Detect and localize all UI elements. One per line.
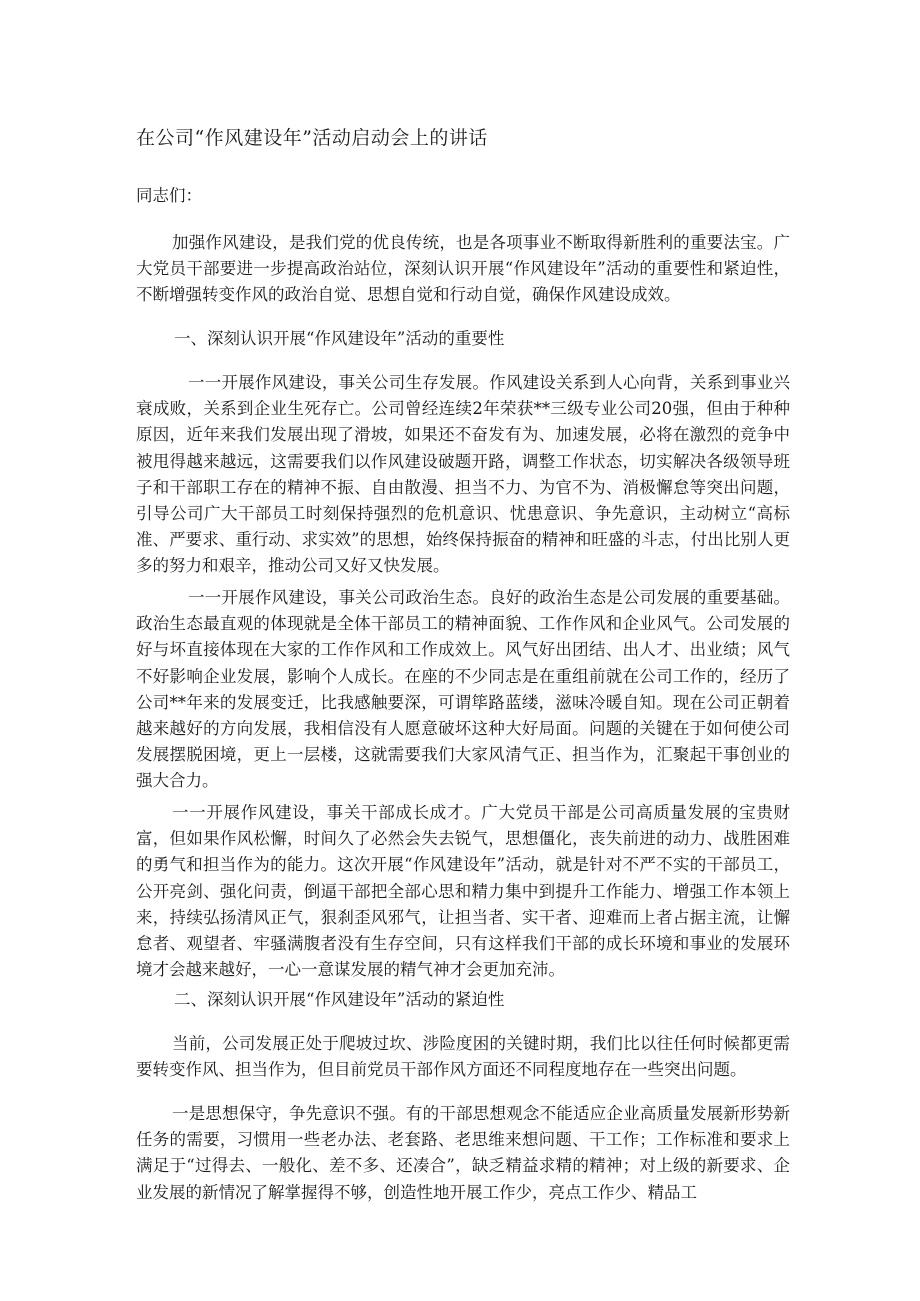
section-heading-1: 一、深刻认识开展“作风建设年”活动的重要性 bbox=[174, 329, 505, 348]
document-title: 在公司“作风建设年”活动启动会上的讲话 bbox=[136, 127, 488, 149]
greeting: 同志们： bbox=[136, 186, 202, 205]
body-paragraph: 一是思想保守，争先意识不强。有的干部思想观念不能适应企业高质量发展新形势新任务的需要，习惯用一些老办法、老套路、老思维来想问题、干工作；工作标准和要求上满足于“过得去、一般化、差不多、还凑合”，缺乏精益求精的精神；对上级的新要求、企业发展的新情况了解掌握得不够，创造性地开展工作少，亮点工作少、精品工 bbox=[136, 1104, 790, 1202]
body-paragraph: 一一开展作风建设，事关干部成长成才。广大党员干部是公司高质量发展的宝贵财富，但如果作风松懈，时间久了必然会失去锐气，思想僵化，丧失前进的动力、战胜困难的勇气和担当作为的能力。这次开展“作风建设年”活动，就是针对不严不实的干部员工，公开亮剑、强化问责，倒逼干部把全部心思和精力集中到提升工作能力、增强工作本领上来，持续弘扬清风正气，狠刹歪风邪气，让担当者、实干者、迎难而上者占据主流，让懈怠者、观望者、牢骚满腹者没有生存空间，只有这样我们干部的成长环境和事业的发展环境才会越来越好，一心一意谋发展的精气神才会更加充沛。 bbox=[136, 803, 790, 980]
body-paragraph: 当前，公司发展正处于爬坡过坎、涉险度困的关键时期，我们比以往任何时候都更需要转变作风、担当作为，但目前党员干部作风方面还不同程度地存在一些突出问题。 bbox=[136, 1034, 790, 1080]
section-heading-2: 二、深刻认识开展“作风建设年”活动的紧迫性 bbox=[174, 990, 505, 1009]
body-paragraph: 一一开展作风建设，事关公司生存发展。作风建设关系到人心向背，关系到事业兴衰成败，关系到企业生死存亡。公司曾经连续2年荣获**三级专业公司20强，但由于种种原因，近年来我们发展出现了滑坡，如果还不奋发有为、加速发展，必将在激烈的竞争中被甩得越来越远，这需要我们以作风建设破题开路，调整工作状态，切实解决各级领导班子和干部职工存在的精神不振、自由散漫、担当不力、为官不为、消极懈怠等突出问题，引导公司广大干部员工时刻保持强烈的危机意识、忧患意识、争先意识，主动树立“高标准、严要求、重行动、求实效”的思想，始终保持振奋的精神和旺盛的斗志，付出比别人更多的努力和艰辛，推动公司又好又快发展。 bbox=[136, 373, 790, 576]
intro-paragraph: 加强作风建设，是我们党的优良传统，也是各项事业不断取得新胜利的重要法宝。广大党员干部要进一步提高政治站位，深刻认识开展“作风建设年”活动的重要性和紧迫性，不断增强转变作风的政治自觉、思想自觉和行动自觉，确保作风建设成效。 bbox=[136, 233, 790, 305]
body-paragraph: 一一开展作风建设，事关公司政治生态。良好的政治生态是公司发展的重要基础。政治生态最直观的体现就是全体干部员工的精神面貌、工作作风和企业风气。公司发展的好与坏直接体现在大家的工作作风和工作成效上。风气好出团结、出人才、出业绩；风气不好影响企业发展，影响个人成长。在座的不少同志是在重组前就在公司工作的，经历了公司**年来的发展变迁，比我感触要深，可谓筚路蓝缕，滋味冷暖自知。现在公司正朝着越来越好的方向发展，我相信没有人愿意破坏这种大好局面。问题的关键在于如何使公司发展摆脱困境，更上一层楼，这就需要我们大家风清气正、担当作为，汇聚起干事创业的强大合力。 bbox=[136, 588, 790, 791]
